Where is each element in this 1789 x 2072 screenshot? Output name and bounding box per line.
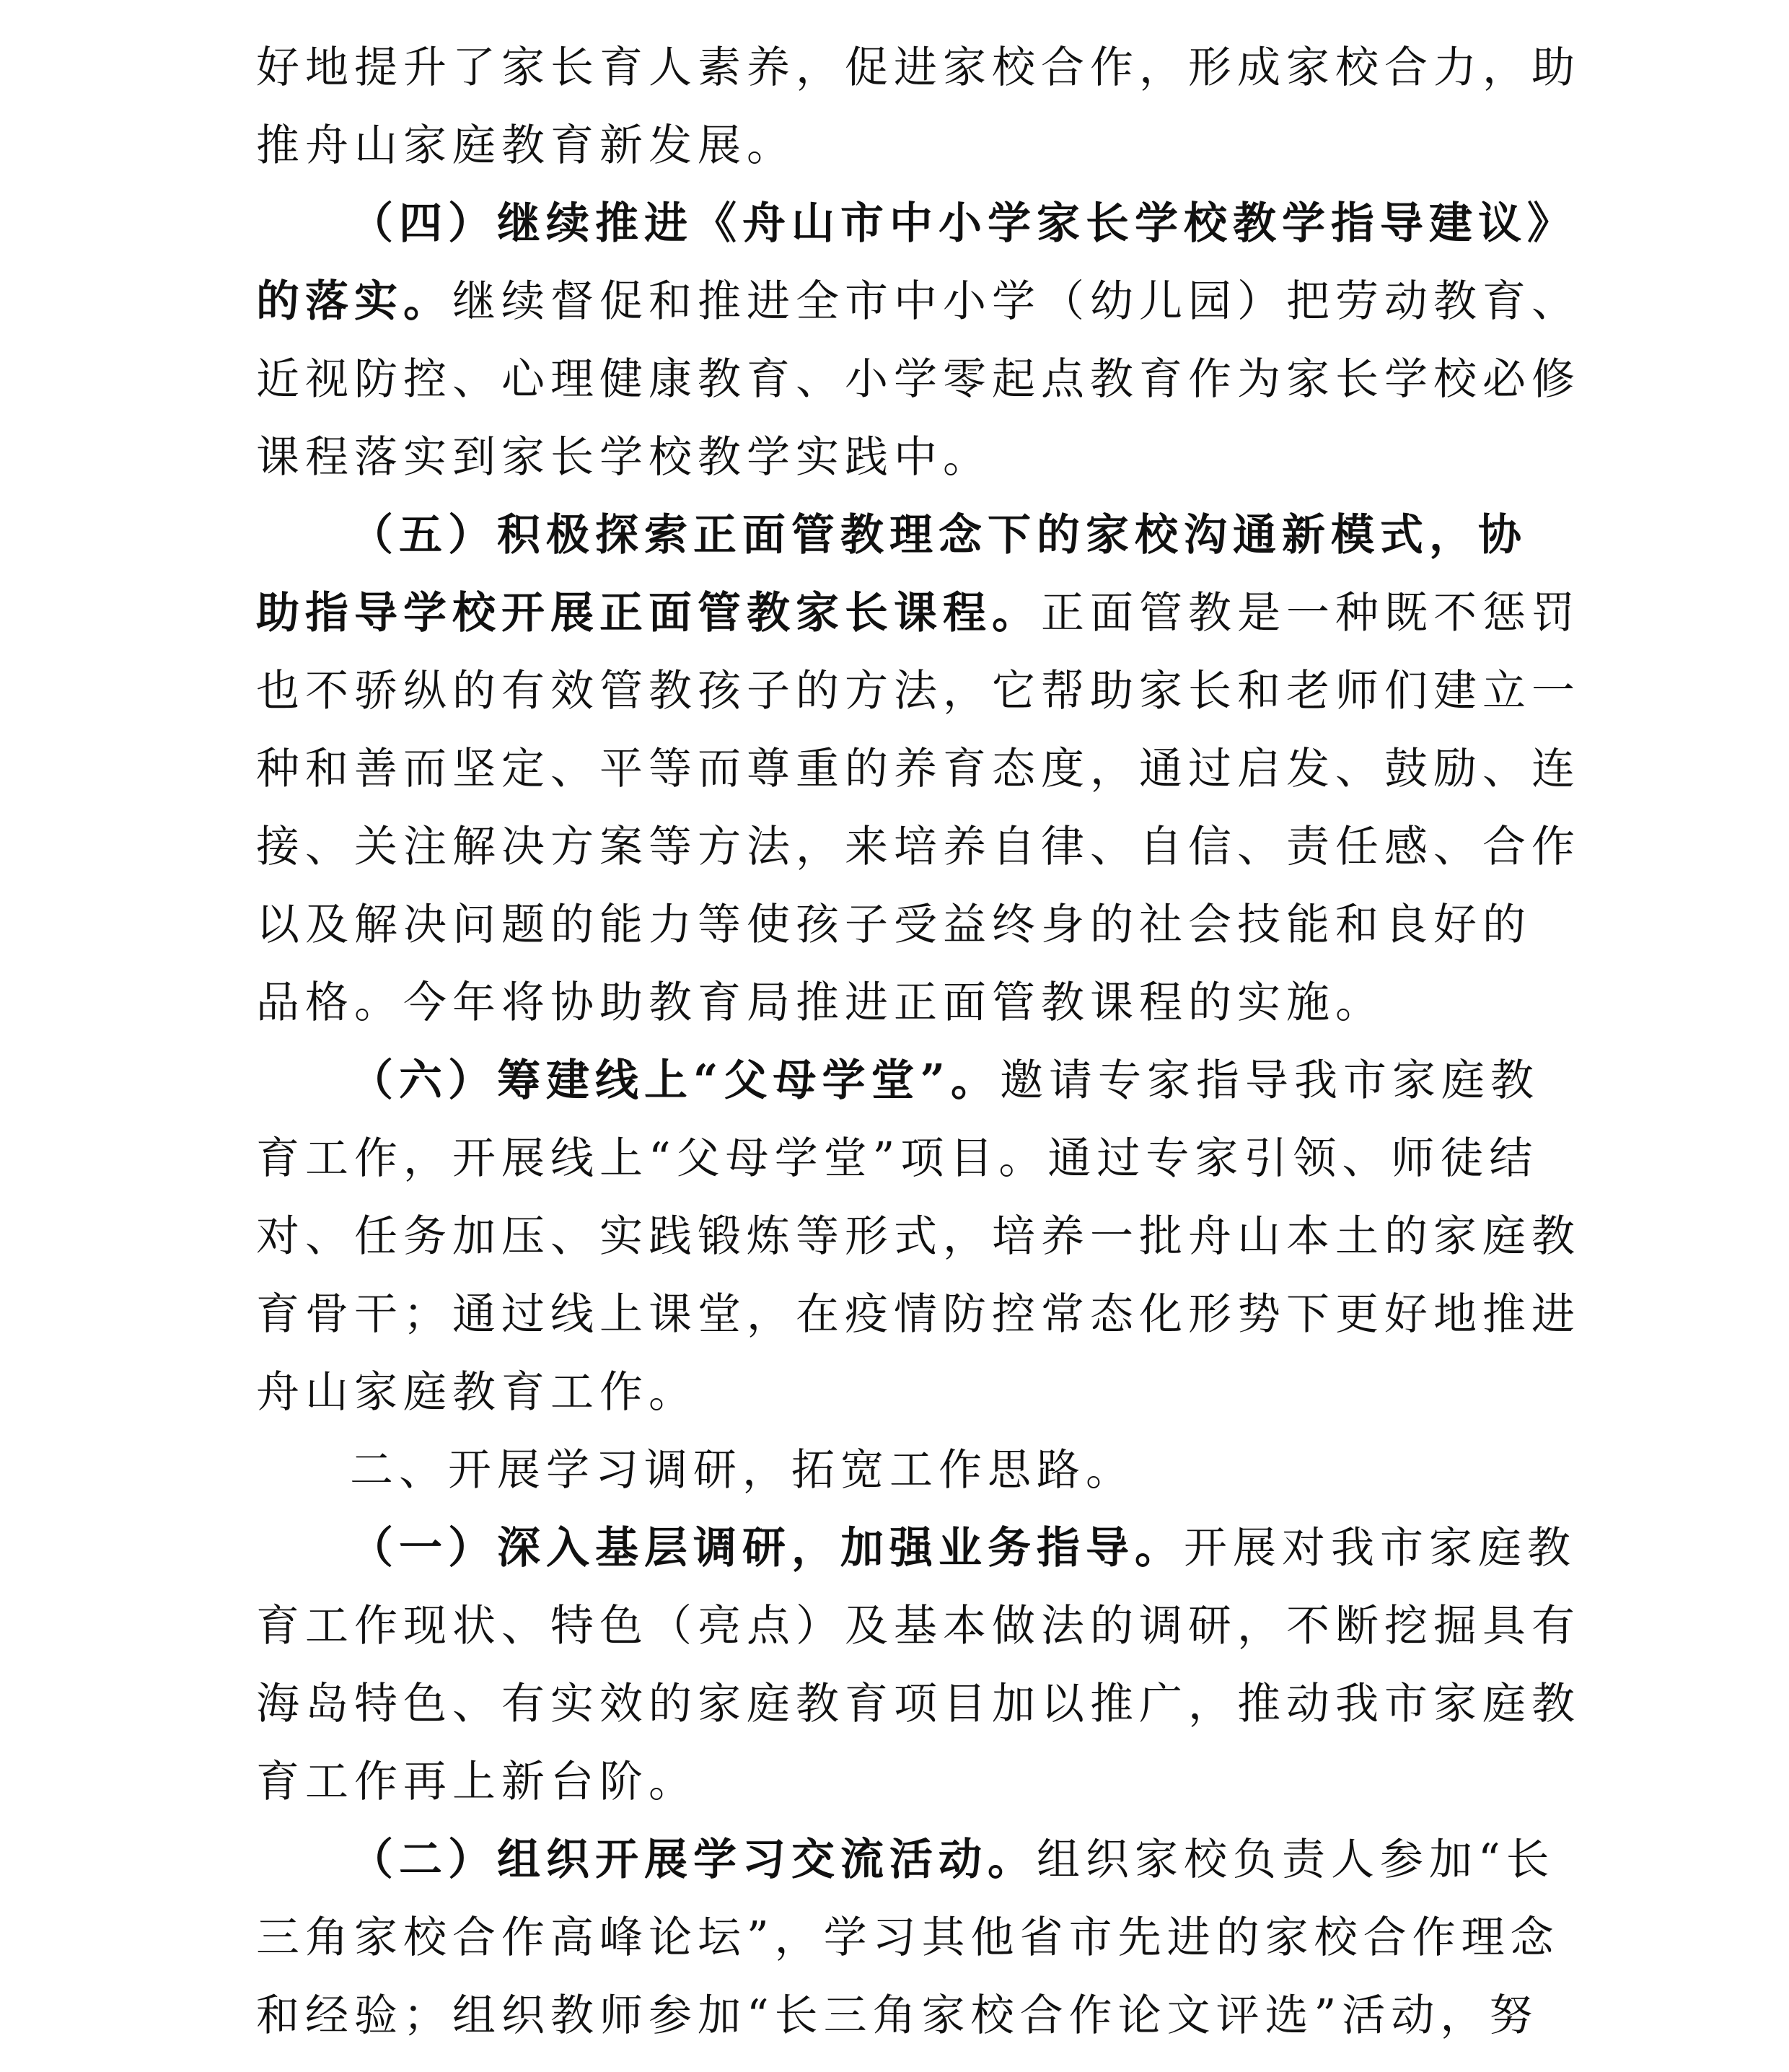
text-line (256, 1587, 1581, 1665)
text-line (256, 418, 1526, 496)
body-text: 海岛特色、有实效的家庭教育项目加以推广，推动我市家庭教 (256, 1679, 1581, 1729)
text-line (256, 107, 1526, 185)
body-text: 和经验；组织教师参加“长三角家校合作论文评选”活动，努 (256, 1990, 1539, 2041)
text-line (256, 1899, 1560, 1977)
body-text: 舟山家庭教育工作。 (256, 1367, 698, 1418)
text-line (256, 1977, 1539, 2055)
text-line (256, 1042, 1540, 1120)
bold-heading-text: 助指导学校开展正面管教家长课程。 (256, 588, 1041, 638)
body-text: 二、开展学习调研，拓宽工作思路。 (350, 1445, 1135, 1496)
bold-heading-text: （二）组织开展学习交流活动。 (350, 1835, 1037, 1885)
text-line (256, 886, 1531, 964)
text-line (256, 185, 1576, 263)
text-line (256, 964, 1526, 1042)
bold-heading-text: （四）继续推进《舟山市中小学家长学校教学指导建议》 (350, 198, 1576, 249)
text-line (256, 29, 1581, 107)
text-line (256, 574, 1581, 652)
text-line (256, 808, 1581, 886)
body-text: 也不骄纵的有效管教孩子的方法，它帮助家长和老师们建立一 (256, 666, 1581, 716)
text-line (256, 652, 1581, 730)
document-body (256, 29, 1581, 2055)
text-line (256, 341, 1581, 418)
body-text: 接、关注解决方案等方法，来培养自律、自信、责任感、合作 (256, 822, 1581, 872)
body-text: 育工作现状、特色（亮点）及基本做法的调研，不断挖掘具有 (256, 1601, 1581, 1651)
body-text: 育工作，开展线上“父母学堂”项目。通过专家引领、师徒结 (256, 1133, 1539, 1184)
text-line (256, 263, 1581, 341)
text-line (256, 496, 1526, 574)
body-text: 以及解决问题的能力等使孩子受益终身的社会技能和良好的 (256, 900, 1531, 950)
body-text: 好地提升了家长育人素养，促进家校合作，形成家校合力，助 (256, 43, 1581, 93)
text-line (256, 1431, 1526, 1509)
body-text: 三角家校合作高峰论坛”，学习其他省市先进的家校合作理念 (256, 1913, 1560, 1963)
bold-heading-text: （六）筹建线上“父母学堂”。 (350, 1055, 1001, 1106)
body-text: 品格。今年将协助教育局推进正面管教课程的实施。 (256, 978, 1384, 1028)
body-text: 继续督促和推进全市中小学（幼儿园）把劳动教育、 (452, 276, 1581, 327)
body-text: 正面管教是一种既不惩罚 (1041, 588, 1581, 638)
bold-heading-text: （五）积极探索正面管教理念下的家校沟通新模式，协 (350, 510, 1527, 561)
text-line (256, 1509, 1576, 1587)
body-text: 近视防控、心理健康教育、小学零起点教育作为家长学校必修 (256, 354, 1581, 405)
body-text: 种和善而坚定、平等而尊重的养育态度，通过启发、鼓励、连 (256, 744, 1581, 794)
body-text: 推舟山家庭教育新发展。 (256, 120, 796, 171)
body-text: 育骨干；通过线上课堂，在疫情防控常态化形势下更好地推进 (256, 1289, 1581, 1340)
bold-heading-text: （一）深入基层调研，加强业务指导。 (350, 1523, 1184, 1573)
body-text: 邀请专家指导我市家庭教 (1000, 1055, 1540, 1106)
text-line (256, 730, 1581, 808)
body-text: 育工作再上新台阶。 (256, 1757, 698, 1807)
body-text: 开展对我市家庭教 (1184, 1523, 1576, 1573)
text-line (256, 1276, 1581, 1353)
body-text: 课程落实到家长学校教学实践中。 (256, 432, 992, 483)
text-line (256, 1743, 1526, 1821)
bold-heading-text: 的落实。 (256, 276, 452, 327)
text-line (256, 1120, 1539, 1198)
text-line (256, 1821, 1555, 1899)
text-line (256, 1665, 1581, 1743)
body-text: 对、任务加压、实践锻炼等形式，培养一批舟山本土的家庭教 (256, 1211, 1581, 1262)
body-text: 组织家校负责人参加“长 (1037, 1835, 1555, 1885)
text-line (256, 1353, 1526, 1431)
text-line (256, 1198, 1581, 1276)
